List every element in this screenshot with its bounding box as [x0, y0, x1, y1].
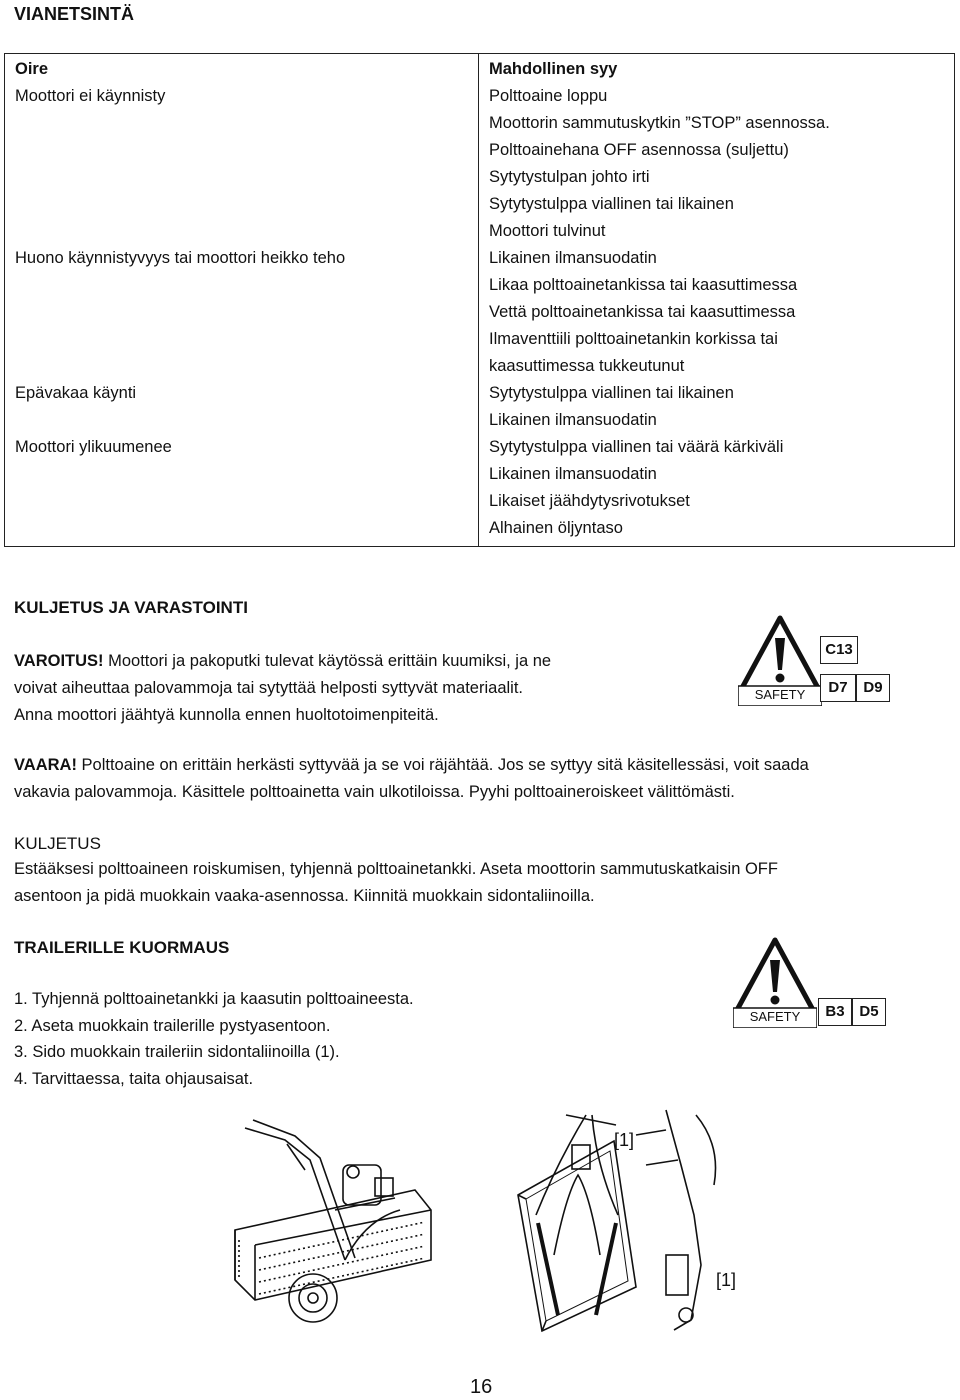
- cause-item: Likaa polttoainetankissa tai kaasuttimessa: [489, 276, 798, 294]
- fault-header: Oire: [15, 60, 49, 78]
- cause-item: Ilmaventtiili polttoainetankin korkissa tai: [489, 330, 778, 348]
- fault-column: [5, 54, 479, 547]
- cause-item: Moottorin sammutuskytkin ”STOP” asennossa.: [489, 114, 830, 132]
- cause-item: Sytytystulppa viallinen tai väärä kärkiväli: [489, 438, 784, 456]
- safety-warning-sign: [738, 614, 822, 706]
- cause-item: Sytytystulpan johto irti: [489, 168, 650, 186]
- safety-code: D5: [852, 998, 886, 1026]
- warning-text: Anna moottori jäähtyä kunnolla ennen huoltotoimenpiteitä.: [14, 706, 439, 724]
- fault-item: Huono käynnistyvyys tai moottori heikko teho: [15, 249, 346, 267]
- cause-item: Vettä polttoainetankissa tai kaasuttimessa: [489, 303, 796, 321]
- trailer-heading: TRAILERILLE KUORMAUS: [14, 938, 230, 957]
- trailer-tiller-illustration: [225, 1110, 445, 1335]
- danger-text: vakavia palovammoja. Käsittele polttoainetta vain ulkotiloissa. Pyyhi polttoaineroiskeet välittömästi.: [14, 783, 735, 801]
- fault-item: Epävakaa käynti: [15, 384, 137, 402]
- safety-code: B3: [818, 998, 852, 1026]
- kuljetus-heading: KULJETUS: [14, 834, 101, 853]
- step-item: 4. Tarvittaessa, taita ohjausaisat.: [14, 1069, 254, 1088]
- warning-label: VAROITUS!: [14, 652, 104, 670]
- kuljetus-text: asentoon ja pidä muokkain vaaka-asennossa. Kiinnitä muokkain sidontaliinoilla.: [14, 887, 595, 905]
- cause-item: Likainen ilmansuodatin: [489, 411, 657, 429]
- kuljetus-text: Estääksesi polttoaineen roiskumisen, tyhjennä polttoainetankki. Aseta moottorin sammutuskatkaisin OFF: [14, 860, 778, 878]
- callout-label: [1]: [614, 1130, 635, 1150]
- safety-code: D7: [820, 674, 856, 702]
- cause-item: Sytytystulppa viallinen tai likainen: [489, 384, 734, 402]
- cause-item: Alhainen öljyntaso: [489, 519, 623, 537]
- cause-item: Sytytystulppa viallinen tai likainen: [489, 195, 734, 213]
- danger-text: Polttoaine on erittäin herkästi syttyvää ja se voi räjähtää. Jos se syttyy sitä käsitellessäsi, voit saada: [76, 756, 809, 774]
- warning-text: Moottori ja pakoputki tulevat käytössä erittäin kuumiksi, ja ne: [103, 652, 552, 670]
- cause-item: Polttoaine loppu: [489, 87, 608, 105]
- troubleshooting-table: [4, 53, 955, 547]
- cause-item: Polttoainehana OFF asennossa (suljettu): [489, 141, 789, 159]
- danger-block: [14, 752, 954, 806]
- fault-item: Moottori ei käynnisty: [15, 87, 166, 105]
- cause-item: Moottori tulvinut: [489, 222, 606, 240]
- cause-item: Likainen ilmansuodatin: [489, 249, 657, 267]
- transport-storage-heading: KULJETUS JA VARASTOINTI: [14, 598, 248, 617]
- safety-label: SAFETY: [749, 1009, 801, 1024]
- step-item: 1. Tyhjennä polttoainetankki ja kaasutin polttoaineesta.: [14, 990, 414, 1008]
- step-item: 3. Sido muokkain traileriin sidontaliinoilla (1).: [14, 1043, 340, 1061]
- step-item: 2. Aseta muokkain trailerille pystyasentoon.: [14, 1016, 331, 1035]
- cause-item: Likaiset jäähdytysrivotukset: [489, 492, 690, 510]
- cause-item: Likainen ilmansuodatin: [489, 465, 657, 483]
- cause-header: Mahdollinen syy: [489, 60, 618, 78]
- safety-code: C13: [820, 636, 858, 664]
- cause-column: [479, 54, 955, 547]
- fault-item: Moottori ylikuumenee: [15, 438, 172, 456]
- cause-item: kaasuttimessa tukkeutunut: [489, 357, 685, 375]
- trailer-steps: [14, 986, 614, 1092]
- page-number: 16: [470, 1376, 493, 1398]
- warning-block: [14, 648, 714, 729]
- callout-label: [1]: [716, 1270, 737, 1290]
- safety-label: SAFETY: [754, 687, 806, 702]
- safety-code: D9: [856, 674, 890, 702]
- danger-label: VAARA!: [14, 756, 77, 774]
- safety-warning-sign: [733, 936, 817, 1028]
- kuljetus-block: [14, 856, 954, 910]
- warning-text: voivat aiheuttaa palovammoja tai sytyttää helposti syttyvät materiaalit.: [14, 679, 523, 697]
- page-title: VIANETSINTÄ: [14, 4, 135, 24]
